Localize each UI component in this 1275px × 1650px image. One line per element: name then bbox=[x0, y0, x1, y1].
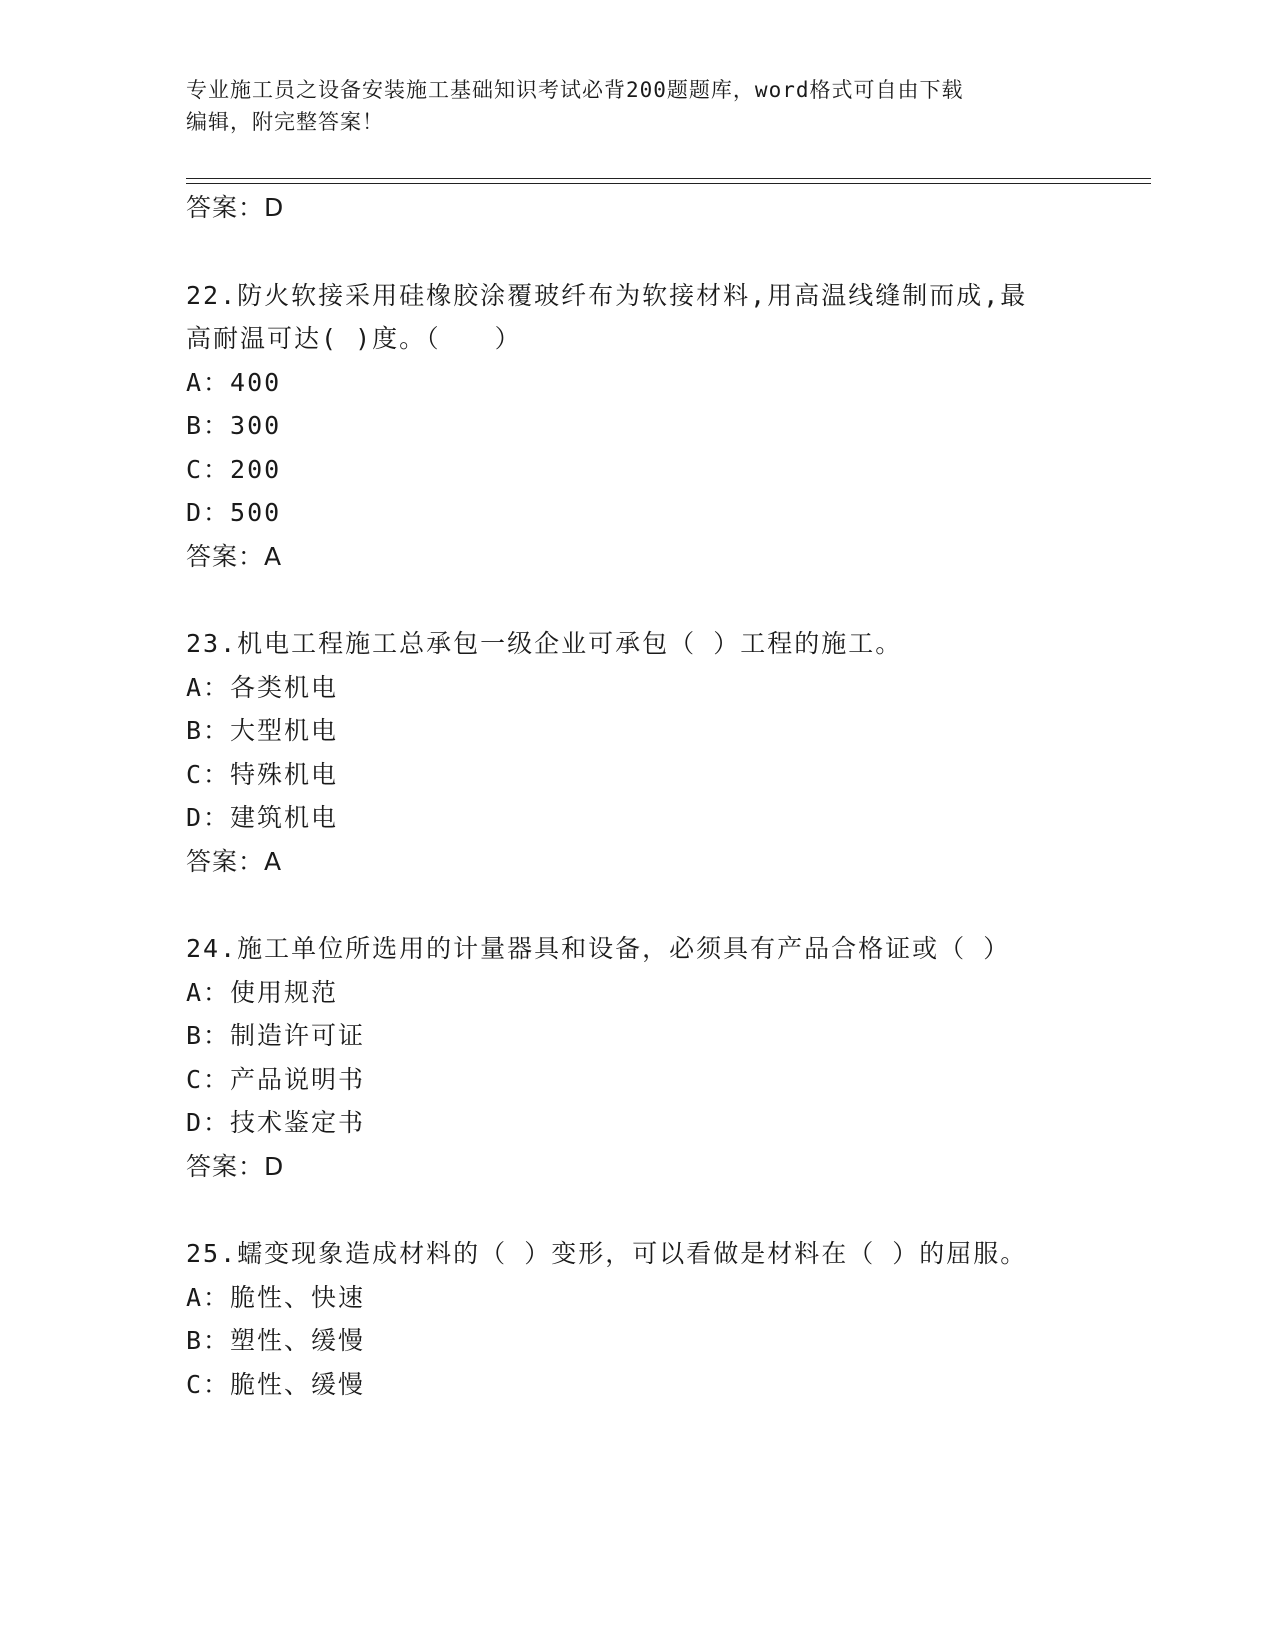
question-22-option-c: C：200 bbox=[186, 455, 282, 484]
question-24-option-c: C：产品说明书 bbox=[186, 1065, 366, 1094]
question-23-option-a: A：各类机电 bbox=[186, 673, 339, 702]
question-24-option-b: B：制造许可证 bbox=[186, 1021, 366, 1050]
question-22-stem-line-2: 高耐温可达( )度。（ ） bbox=[186, 324, 522, 353]
question-23-option-b: B：大型机电 bbox=[186, 716, 339, 745]
header-line-2: 编辑，附完整答案！ bbox=[186, 110, 384, 134]
document-header bbox=[186, 74, 1066, 138]
question-23-stem: 23.机电工程施工总承包一级企业可承包（ ）工程的施工。 bbox=[186, 629, 903, 658]
question-23-option-d: D：建筑机电 bbox=[186, 803, 339, 832]
question-22-option-a: A：400 bbox=[186, 368, 282, 397]
question-24-option-d: D：技术鉴定书 bbox=[186, 1108, 366, 1137]
question-23-answer: 答案：A bbox=[186, 847, 283, 876]
question-25-option-c: C：脆性、缓慢 bbox=[186, 1370, 366, 1399]
question-22-stem-line-1: 22.防火软接采用硅橡胶涂覆玻纤布为软接材料,用高温线缝制而成,最 bbox=[186, 281, 1028, 310]
question-25-stem: 25.蠕变现象造成材料的（ ）变形，可以看做是材料在（ ）的屈服。 bbox=[186, 1239, 1028, 1268]
question-22-answer: 答案：A bbox=[186, 542, 283, 571]
question-24-stem: 24.施工单位所选用的计量器具和设备，必须具有产品合格证或（ ） bbox=[186, 934, 1011, 963]
question-23-option-c: C：特殊机电 bbox=[186, 760, 339, 789]
previous-answer: 答案：D bbox=[186, 193, 285, 222]
header-divider-bottom bbox=[186, 183, 1151, 184]
question-24-answer: 答案：D bbox=[186, 1152, 285, 1181]
header-line-1: 专业施工员之设备安装施工基础知识考试必背200题题库，word格式可自由下载 bbox=[186, 78, 964, 102]
question-24-option-a: A：使用规范 bbox=[186, 978, 339, 1007]
question-25-option-b: B：塑性、缓慢 bbox=[186, 1326, 366, 1355]
question-22-option-b: B：300 bbox=[186, 411, 282, 440]
question-22-option-d: D：500 bbox=[186, 498, 282, 527]
header-divider-top bbox=[186, 178, 1151, 179]
question-25-option-a: A：脆性、快速 bbox=[186, 1283, 366, 1312]
